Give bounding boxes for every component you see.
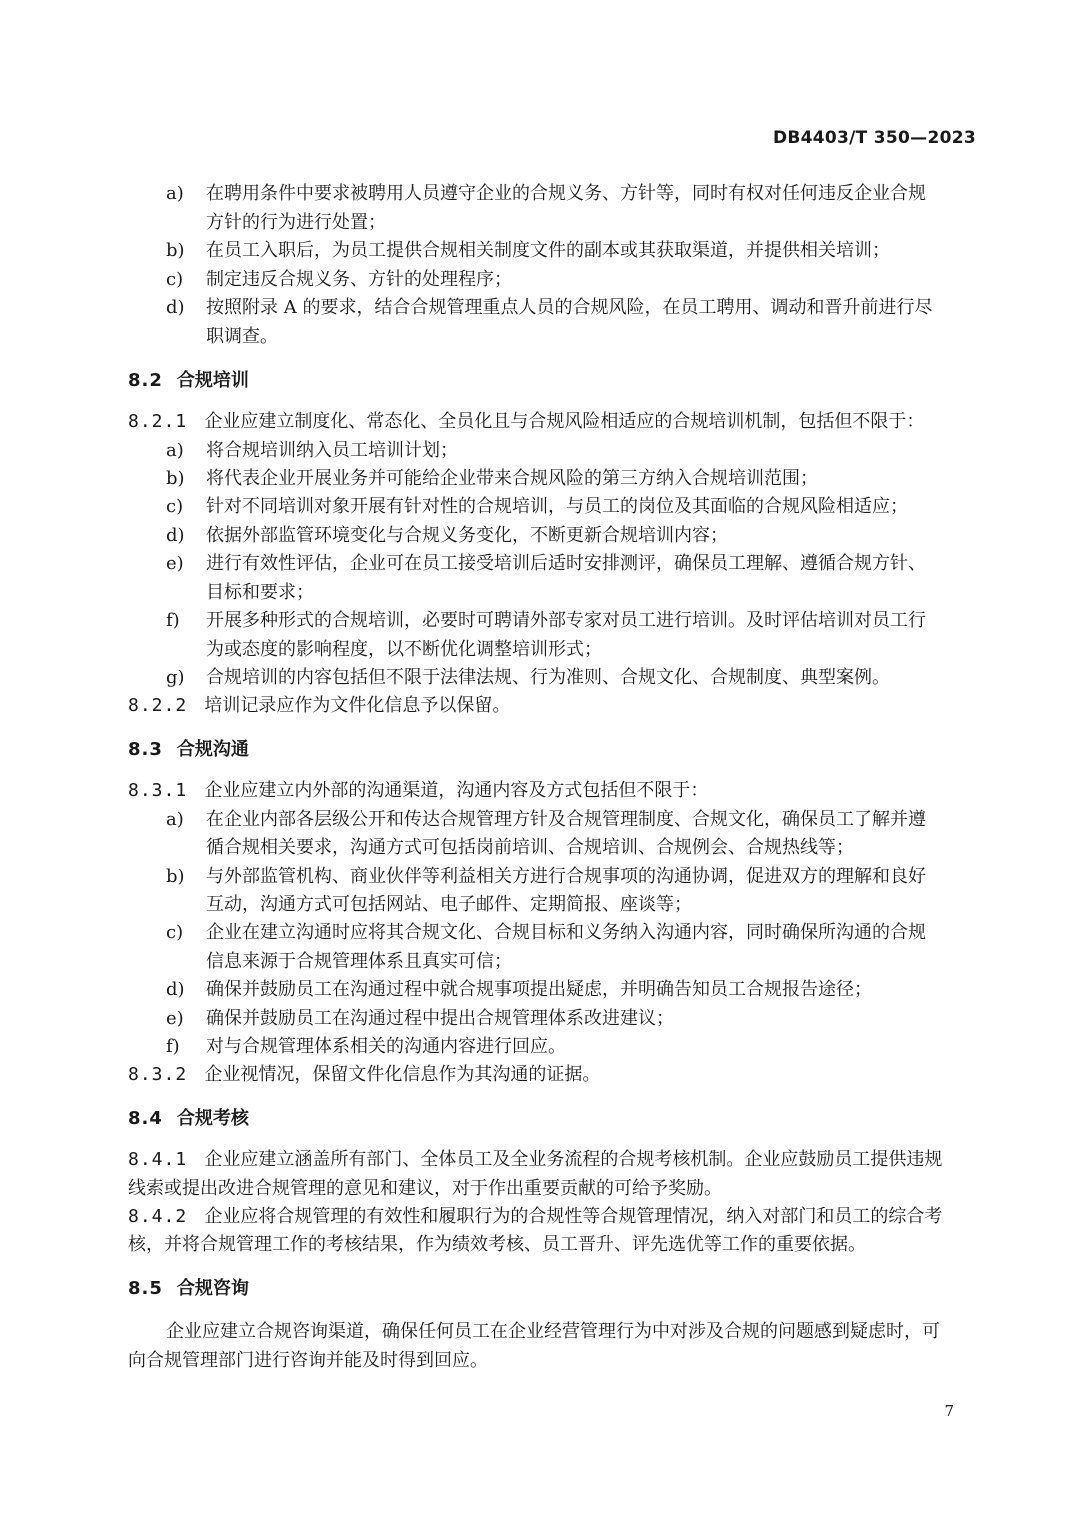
list-item-label: c) <box>166 922 184 943</box>
list-item-text: 按照附录 A 的要求，结合合规管理重点人员的合规风险，在员工聘用、调动和晋升前进行尽 <box>206 297 933 318</box>
list-item-text: 将合规培训纳入员工培训计划； <box>206 440 458 461</box>
list-item-label: e) <box>166 1008 184 1029</box>
list-item-label: a) <box>166 809 184 830</box>
clause-text-continued: 线索或提出改进合规管理的意见和建议，对于作出重要贡献的可给予奖励。 <box>128 1178 722 1199</box>
clause-text: 企业应建立内外部的沟通渠道，沟通内容及方式包括但不限于： <box>204 780 709 801</box>
list-item-text: 对与合规管理体系相关的沟通内容进行回应。 <box>206 1036 566 1057</box>
list-item-label: b) <box>166 866 185 887</box>
list-item-text: 与外部监管机构、商业伙伴等利益相关方进行合规事项的沟通协调，促进双方的理解和良好 <box>206 866 926 887</box>
clause-number: 8.4.2 <box>128 1206 188 1227</box>
clause-8-2-2 <box>128 691 510 721</box>
list-item-text: 制定违反合规义务、方针的处理程序； <box>206 269 512 290</box>
list-item-text: 在员工入职后，为员工提供合规相关制度文件的副本或其获取渠道，并提供相关培训； <box>206 240 890 261</box>
clause-8-4-1 <box>128 1145 942 1175</box>
list-item-label: a) <box>166 440 184 461</box>
clause-8-2-1 <box>128 407 924 437</box>
clause-number: 8.3.1 <box>128 780 188 801</box>
page-number: 7 <box>944 1402 954 1420</box>
list-item-text: 合规培训的内容包括但不限于法律法规、行为准则、合规文化、合规制度、典型案例。 <box>206 667 890 688</box>
clause-number: 8.2.2 <box>128 695 188 716</box>
clause-text-continued: 核，并将合规管理工作的考核结果，作为绩效考核、员工晋升、评先选优等工作的重要依据。 <box>128 1234 866 1255</box>
list-item-text: 互动，沟通方式可包括网站、电子邮件、定期简报、座谈等； <box>206 894 692 915</box>
clause-text: 企业应建立制度化、常态化、全员化且与合规风险相适应的合规培训机制，包括但不限于： <box>204 411 925 432</box>
list-item-label: f) <box>166 610 180 631</box>
section-title: 合规沟通 <box>176 739 249 760</box>
list-item-text: 依据外部监管环境变化与合规义务变化，不断更新合规培训内容； <box>206 525 728 546</box>
list-item-label: f) <box>166 1036 180 1057</box>
list-item-label: d) <box>166 525 185 546</box>
clause-8-3-1 <box>128 776 708 806</box>
list-item-text: 为或态度的影响程度，以不断优化调整培训形式； <box>206 639 602 660</box>
list-item-text: 进行有效性评估，企业可在员工接受培训后适时安排测评，确保员工理解、遵循合规方针、 <box>206 553 926 574</box>
section-heading-8-3 <box>128 735 249 765</box>
list-item-label: a) <box>166 183 184 204</box>
list-item-text: 在企业内部各层级公开和传达合规管理方针及合规管理制度、合规文化，确保员工了解并遵 <box>206 809 926 830</box>
list-item-label: e) <box>166 553 184 574</box>
list-item-text: 循合规相关要求，沟通方式可包括岗前培训、合规培训、合规例会、合规热线等； <box>206 837 854 858</box>
clause-number: 8.4.1 <box>128 1149 188 1170</box>
clause-text: 培训记录应作为文件化信息予以保留。 <box>204 695 511 716</box>
list-item-text: 确保并鼓励员工在沟通过程中就合规事项提出疑虑，并明确告知员工合规报告途径； <box>206 979 872 1000</box>
section-number: 8.2 <box>128 370 163 391</box>
list-item-text: 在聘用条件中要求被聘用人员遵守企业的合规义务、方针等，同时有权对任何违反企业合规 <box>206 183 926 204</box>
list-item-text: 目标和要求； <box>206 582 314 603</box>
list-item-text: 信息来源于合规管理体系且真实可信； <box>206 951 512 972</box>
clause-text: 企业应建立涵盖所有部门、全体员工及全业务流程的合规考核机制。企业应鼓励员工提供违规 <box>204 1149 943 1170</box>
list-item-text: 针对不同培训对象开展有针对性的合规培训，与员工的岗位及其面临的合规风险相适应； <box>206 496 908 517</box>
section-title: 合规培训 <box>176 370 249 391</box>
clause-8-4-2 <box>128 1202 942 1232</box>
paragraph-text: 企业应建立合规咨询渠道，确保任何员工在企业经营管理行为中对涉及合规的问题感到疑虑时，可 <box>166 1321 940 1342</box>
clause-number: 8.3.2 <box>128 1064 188 1085</box>
list-item-label: d) <box>166 297 185 318</box>
section-heading-8-4 <box>128 1104 249 1134</box>
section-heading-8-2 <box>128 366 249 396</box>
list-item-text: 确保并鼓励员工在沟通过程中提出合规管理体系改进建议； <box>206 1008 674 1029</box>
list-item-text: 开展多种形式的合规培训，必要时可聘请外部专家对员工进行培训。及时评估培训对员工行 <box>206 610 926 631</box>
section-number: 8.3 <box>128 739 163 760</box>
section-number: 8.5 <box>128 1278 163 1299</box>
clause-text: 企业应将合规管理的有效性和履职行为的合规性等合规管理情况，纳入对部门和员工的综合考 <box>204 1206 943 1227</box>
list-item-label: b) <box>166 240 185 261</box>
list-item-label: c) <box>166 269 184 290</box>
list-item-label: d) <box>166 979 185 1000</box>
clause-text: 企业视情况，保留文件化信息作为其沟通的证据。 <box>204 1064 601 1085</box>
list-item-text: 方针的行为进行处置； <box>206 212 386 233</box>
section-heading-8-5 <box>128 1274 249 1304</box>
section-title: 合规咨询 <box>176 1278 249 1299</box>
list-item-label: b) <box>166 468 185 489</box>
list-item-text: 将代表企业开展业务并可能给企业带来合规风险的第三方纳入合规培训范围； <box>206 468 818 489</box>
list-item-text: 企业在建立沟通时应将其合规文化、合规目标和义务纳入沟通内容，同时确保所沟通的合规 <box>206 922 926 943</box>
section-number: 8.4 <box>128 1108 163 1129</box>
clause-8-3-2 <box>128 1060 600 1090</box>
document-code: DB4403/T 350—2023 <box>772 128 976 148</box>
list-item-text: 职调查。 <box>206 326 278 347</box>
paragraph-text-continued: 向合规管理部门进行咨询并能及时得到回应。 <box>128 1350 488 1371</box>
clause-number: 8.2.1 <box>128 411 188 432</box>
list-item-label: c) <box>166 496 184 517</box>
list-item-label: g) <box>166 667 185 688</box>
section-title: 合规考核 <box>176 1108 249 1129</box>
